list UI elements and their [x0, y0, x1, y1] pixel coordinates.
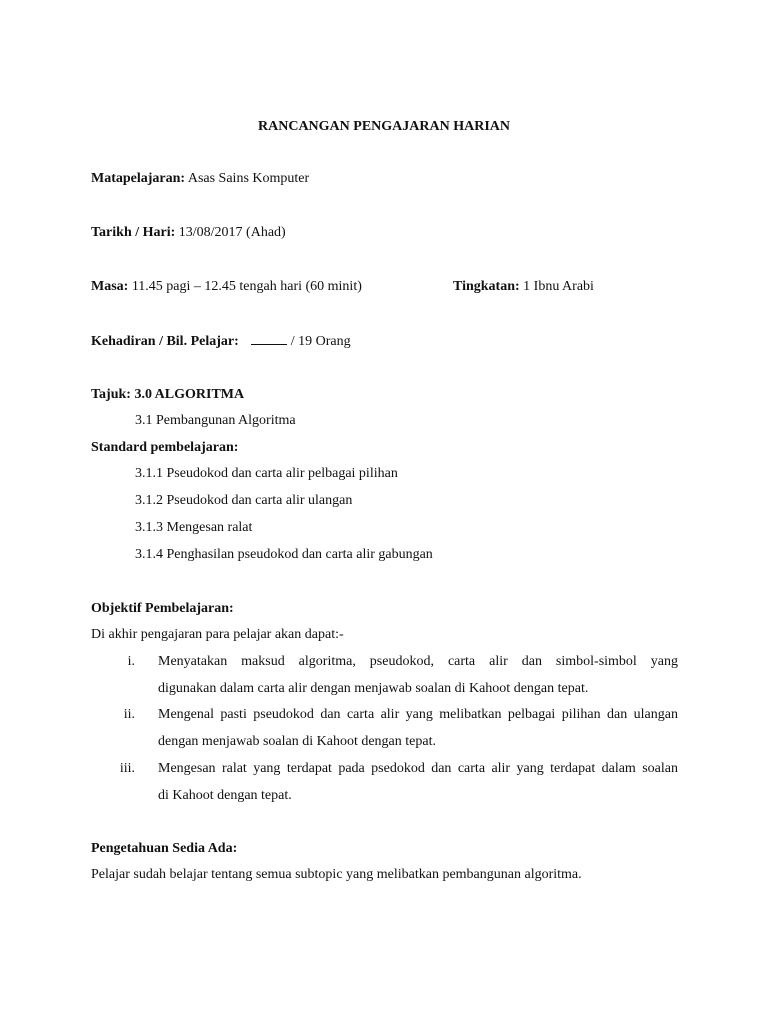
attendance-row — [91, 332, 351, 351]
objective-text: dengan menjawab soalan di Kahoot dengan tepat. — [158, 734, 436, 749]
form-value: 1 Ibnu Arabi — [523, 279, 594, 294]
standard-item: 3.1.4 Penghasilan pseudokod dan carta alir gabungan — [135, 547, 433, 562]
standard-item: 3.1.1 Pseudokod dan carta alir pelbagai pilihan — [135, 466, 398, 481]
date-row — [91, 224, 286, 242]
objectives-heading: Objektif Pembelajaran: — [91, 601, 234, 616]
date-label: Tarikh / Hari: — [91, 225, 176, 240]
standard-item: 3.1.2 Pseudokod dan carta alir ulangan — [135, 493, 353, 508]
prior-knowledge-text: Pelajar sudah belajar tentang semua subtopic yang melibatkan pembangunan algoritma. — [91, 867, 582, 882]
standards-heading: Standard pembelajaran: — [91, 440, 239, 455]
objective-number: iii. — [119, 761, 135, 776]
subject-value: Asas Sains Komputer — [187, 171, 310, 186]
subject-row — [91, 170, 309, 188]
objective-number: ii. — [123, 707, 135, 722]
topic-heading: Tajuk: 3.0 ALGORITMA — [91, 387, 245, 402]
objective-text: di Kahoot dengan tepat. — [158, 788, 292, 803]
objective-text: Mengesan ralat yang terdapat pada psedokod dan carta alir yang terdapat dalam soalan — [158, 761, 678, 776]
prior-knowledge-heading: Pengetahuan Sedia Ada: — [91, 841, 238, 856]
attendance-blank-line — [251, 332, 287, 345]
page-title: RANCANGAN PENGAJARAN HARIAN — [258, 119, 510, 134]
attendance-value: / 19 Orang — [290, 334, 351, 349]
objective-text: digunakan dalam carta alir dengan menjawab soalan di Kahoot dengan tepat. — [158, 681, 589, 696]
objective-text: Mengenal pasti pseudokod dan carta alir yang melibatkan pelbagai pilihan dan ulangan — [158, 707, 678, 722]
topic-subtopic: 3.1 Pembangunan Algoritma — [135, 413, 296, 428]
form-row — [453, 278, 594, 296]
time-row — [91, 278, 362, 296]
objective-number: i. — [127, 654, 135, 669]
attendance-label: Kehadiran / Bil. Pelajar: — [91, 334, 239, 349]
time-label: Masa: — [91, 279, 129, 294]
objective-text: Menyatakan maksud algoritma, pseudokod, carta alir dan simbol-simbol yang — [158, 654, 678, 669]
subject-label: Matapelajaran: — [91, 171, 186, 186]
form-label: Tingkatan: — [453, 279, 520, 294]
date-value: 13/08/2017 (Ahad) — [178, 225, 286, 240]
objectives-intro: Di akhir pengajaran para pelajar akan dapat:- — [91, 627, 344, 642]
standard-item: 3.1.3 Mengesan ralat — [135, 520, 253, 535]
time-value: 11.45 pagi – 12.45 tengah hari (60 minit) — [131, 279, 362, 294]
